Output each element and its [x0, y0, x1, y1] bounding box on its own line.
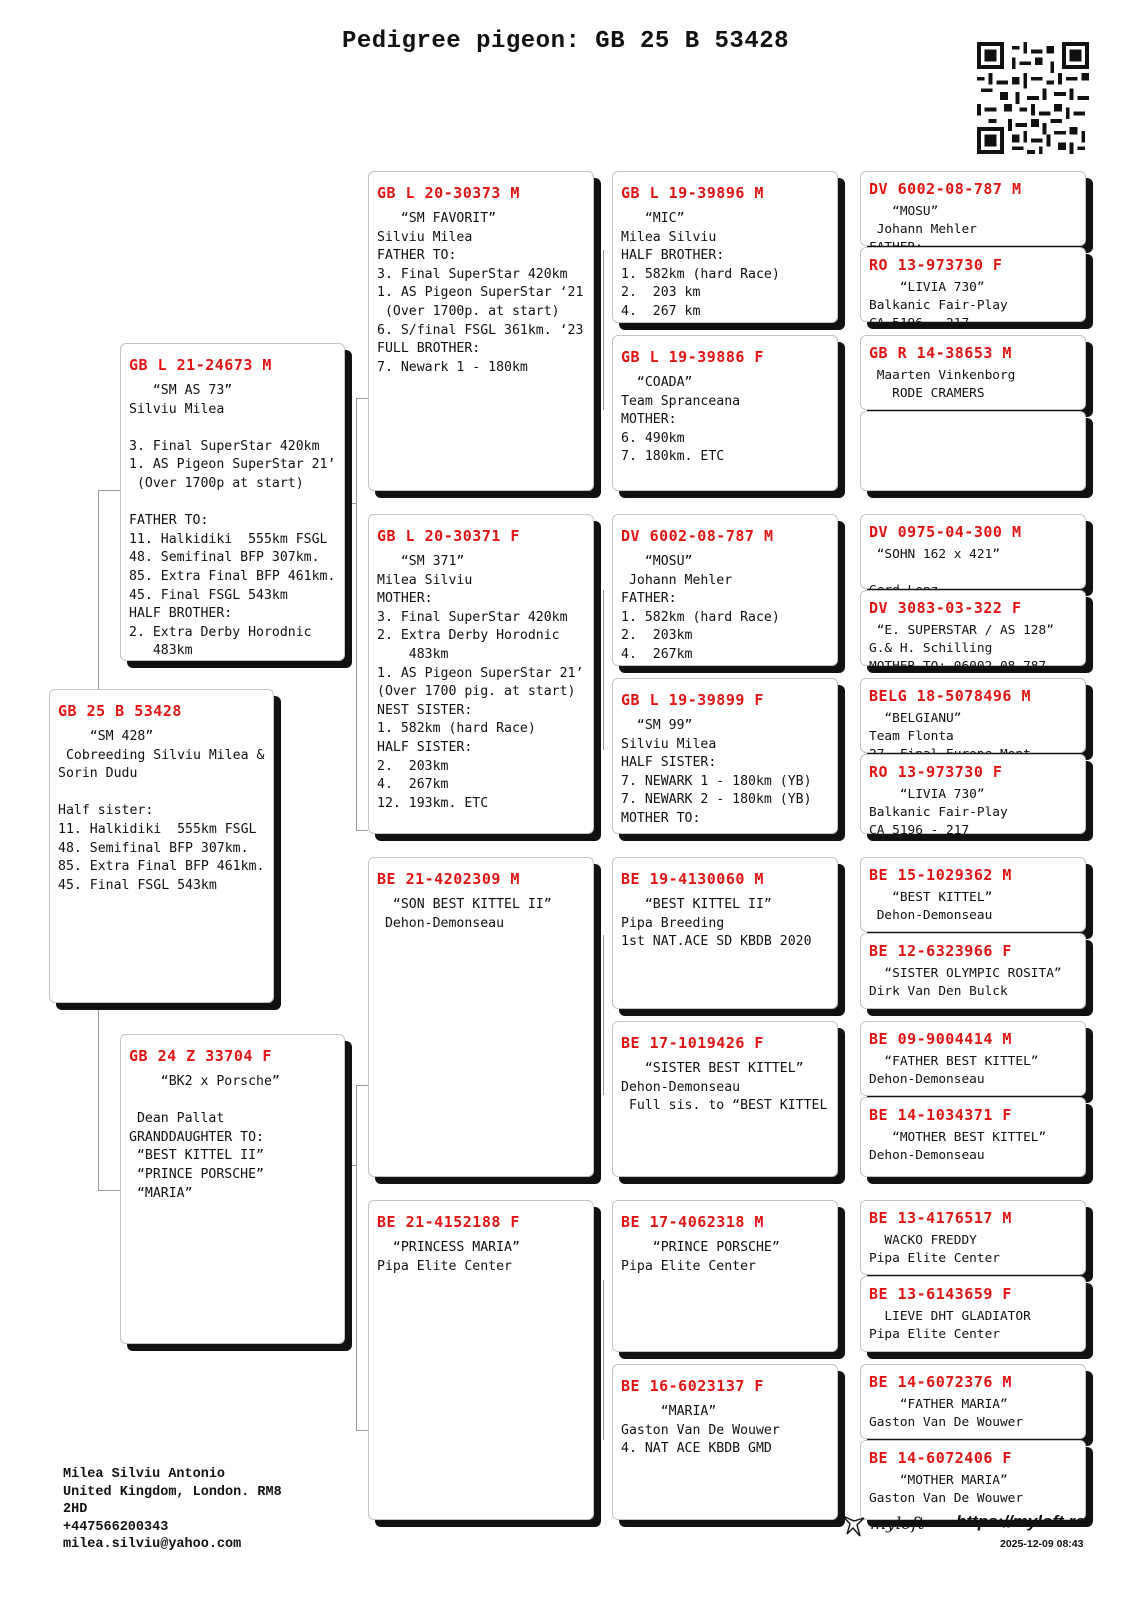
- ring-number: DV 6002-08-787 M: [621, 527, 774, 545]
- pigeon-details: “BK2 x Porsche” Dean Pallat GRANDDAUGHTER TO: “BEST KITTEL II” “PRINCE PORSCHE” “MARIA”: [129, 1074, 280, 1201]
- g5-card-1[interactable]: [860, 171, 1086, 246]
- pigeon-details: “BEST KITTEL II” Pipa Breeding 1st NAT.ACE SD KBDB 2020: [621, 897, 812, 950]
- ring-number: GB 24 Z 33704 F: [129, 1047, 272, 1065]
- ssd-card[interactable]: [612, 335, 838, 491]
- subject-card[interactable]: [49, 689, 274, 1003]
- ring-number: GB L 20-30371 F: [377, 527, 520, 545]
- pigeon-details: LIEVE DHT GLADIATOR Pipa Elite Center: [869, 1309, 1031, 1342]
- ring-number: DV 6002-08-787 M: [869, 180, 1022, 198]
- dss-card[interactable]: [612, 857, 838, 1009]
- connector-line: [603, 250, 604, 410]
- ring-number: GB L 19-39896 M: [621, 184, 764, 202]
- g5-card-4[interactable]: [860, 411, 1086, 491]
- ring-number: GB 25 B 53428: [58, 702, 182, 720]
- connector-line: [356, 1430, 368, 1431]
- pigeon-details: “MOSU” Johann Mehler: [876, 204, 977, 237]
- connector-line: [603, 1280, 604, 1440]
- pigeon-details: Maarten Vinkenborg RODE CRAMERS: [876, 368, 1016, 401]
- connector-line: [344, 1165, 356, 1166]
- ring-number: BE 21-4152188 F: [377, 1213, 520, 1231]
- pigeon-details: “SM 99” Silviu Milea HALF SISTER: 7. NEWARK 1 - 180km (YB) 7. NEWARK 2 - 180km (YB) MOTHER TO:: [621, 718, 812, 826]
- sdd-card[interactable]: [612, 678, 838, 834]
- connector-line: [356, 398, 368, 399]
- pigeon-details: “SON BEST KITTEL II” Dehon-Demonseau: [384, 897, 552, 931]
- g5-card-8[interactable]: [860, 754, 1086, 838]
- pigeon-details: “LIVIA 730” Balkanic Fair-Play CA 5196 - 217: [869, 280, 1008, 331]
- connector-line: [603, 935, 604, 1095]
- brand-name: myloft: [870, 1514, 925, 1534]
- pigeon-details: “LIVIA 730” Balkanic Fair-Play CA 5196 - 217: [869, 787, 1008, 838]
- connector-line: [356, 1085, 357, 1430]
- ring-number: BE 14-6072376 M: [869, 1373, 1012, 1391]
- ring-number: DV 3083-03-322 F: [869, 599, 1022, 617]
- pigeon-details: “SM FAVORIT” Silviu Milea FATHER TO: 3. Final SuperStar 420km 1. AS Pigeon SuperStar ‘21 (Over 1700p. at start) 6. S/final FSGL 361km. ‘23 FULL BROTHER: 7. Newark 1 - 180km: [377, 211, 584, 375]
- ring-number: GB L 21-24673 M: [129, 356, 272, 374]
- ring-number: BE 15-1029362 M: [869, 866, 1012, 884]
- g5-card-11[interactable]: [860, 1021, 1086, 1096]
- ring-number: BE 13-6143659 F: [869, 1285, 1012, 1303]
- pigeon-details: “MOSU” Johann Mehler FATHER: 1. 582km (hard Race) 2. 203km 4. 267km: [621, 554, 780, 662]
- ring-number: BE 17-1019426 F: [621, 1034, 764, 1052]
- dam-sire-card[interactable]: [368, 857, 594, 1177]
- pigeon-details: “MARIA” Gaston Van De Wouwer 4. NAT ACE KBDB GMD: [621, 1404, 780, 1457]
- pigeon-details: “PRINCE PORSCHE” Pipa Elite Center: [621, 1240, 780, 1274]
- ring-number: BE 19-4130060 M: [621, 870, 764, 888]
- connector-line: [98, 1190, 120, 1191]
- qr-code-icon: [977, 42, 1089, 154]
- sire-dam-card[interactable]: [368, 514, 594, 834]
- g5-card-13[interactable]: [860, 1200, 1086, 1275]
- pigeon-details: “MOTHER MARIA” Gaston Van De Wouwer: [869, 1473, 1024, 1506]
- ring-number: BE 12-6323966 F: [869, 942, 1012, 960]
- ring-number: RO 13-973730 F: [869, 763, 1003, 781]
- ring-number: BELG 18-5078496 M: [869, 687, 1032, 705]
- ring-number: BE 14-1034371 F: [869, 1106, 1012, 1124]
- page-title: Pedigree pigeon: GB 25 B 53428: [341, 28, 790, 55]
- ring-number: BE 17-4062318 M: [621, 1213, 764, 1231]
- ring-number: DV 0975-04-300 M: [869, 523, 1022, 541]
- pigeon-details: “PRINCESS MARIA” Pipa Elite Center: [377, 1240, 520, 1274]
- pigeon-details: WACKO FREDDY Pipa Elite Center: [869, 1233, 1000, 1266]
- pigeon-details: “COADA” Team Spranceana MOTHER: 6. 490km 7. 180km. ETC: [621, 375, 741, 465]
- pigeon-details: “MIC” Milea Silviu HALF BROTHER: 1. 582km (hard Race) 2. 203 km 4. 267 km: [621, 211, 780, 319]
- sire-card[interactable]: [120, 343, 345, 661]
- connector-line: [356, 398, 357, 830]
- g5-card-3[interactable]: [860, 335, 1086, 410]
- g5-card-16[interactable]: [860, 1440, 1086, 1520]
- ddd-card[interactable]: [612, 1364, 838, 1520]
- sds-card[interactable]: [612, 514, 838, 666]
- ring-number: GB L 19-39899 F: [621, 691, 764, 709]
- sss-card[interactable]: [612, 171, 838, 323]
- g5-card-2[interactable]: [860, 247, 1086, 331]
- print-date: 2025-12-09 08:43: [1000, 1538, 1084, 1550]
- g5-card-5[interactable]: [860, 514, 1086, 589]
- brand-url[interactable]: https://myloft.ro: [956, 1512, 1086, 1531]
- sire-sire-card[interactable]: [368, 171, 594, 491]
- connector-line: [356, 830, 368, 831]
- pigeon-details: “BEST KITTEL” Dehon-Demonseau: [876, 890, 993, 923]
- brand-block: [840, 1510, 1100, 1570]
- g5-card-12[interactable]: [860, 1097, 1086, 1177]
- pigeon-details: “BELGIANU” Team Flonta: [869, 711, 962, 744]
- ring-number: BE 13-4176517 M: [869, 1209, 1012, 1227]
- pigeon-details: “SISTER OLYMPIC ROSITA” Dirk Van Den Bulck: [869, 966, 1062, 999]
- dsd-card[interactable]: [612, 1021, 838, 1177]
- dam-dam-card[interactable]: [368, 1200, 594, 1520]
- ring-number: BE 14-6072406 F: [869, 1449, 1012, 1467]
- ring-number: BE 21-4202309 M: [377, 870, 520, 888]
- g5-card-9[interactable]: [860, 857, 1086, 932]
- ring-number: RO 13-973730 F: [869, 256, 1003, 274]
- dds-card[interactable]: [612, 1200, 838, 1352]
- pigeon-details: “FATHER MARIA” Gaston Van De Wouwer: [869, 1397, 1024, 1430]
- connector-line: [603, 590, 604, 750]
- ring-number: GB L 19-39886 F: [621, 348, 764, 366]
- connector-line: [344, 503, 356, 504]
- g5-card-7[interactable]: [860, 678, 1086, 753]
- pigeon-details: “SM 428” Cobreeding Silviu Milea & Sorin Dudu Half sister: 11. Halkidiki 555km FSGL 48. Semifinal BFP 307km. 85. Extra Final BFP 461km. 45. Final FSGL 543km: [58, 729, 265, 893]
- ring-number: GB L 20-30373 M: [377, 184, 520, 202]
- pigeon-details: “SM 371” Milea Silviu MOTHER: 3. Final SuperStar 420km 2. Extra Derby Horodnic 483km 1. AS Pigeon SuperStar 21’ (Over 1700 pig. at start) NEST SISTER: 1. 582km (hard Race) HALF SISTER: 2. 203km 4. 267km 12. 193km. ETC: [377, 554, 584, 811]
- connector-line: [356, 1085, 368, 1086]
- ring-number: BE 09-9004414 M: [869, 1030, 1012, 1048]
- g5-card-6[interactable]: [860, 590, 1086, 674]
- g5-card-10[interactable]: [860, 933, 1086, 1009]
- pigeon-details: “SOHN 162 x 421”: [876, 547, 1000, 562]
- ring-number: GB R 14-38653 M: [869, 344, 1012, 362]
- pigeon-logo-icon: [840, 1510, 866, 1540]
- pigeon-details: “E. SUPERSTAR / AS 128” G.& H. Schilling MOTHER TO: 06002-08-787: [869, 623, 1054, 674]
- dam-card[interactable]: [120, 1034, 345, 1344]
- pigeon-details: “SM AS 73” Silviu Milea 3. Final SuperStar 420km 1. AS Pigeon SuperStar 21’ (Over 1700p at start) FATHER TO: 11. Halkidiki 555km FSGL 48. Semifinal BFP 307km. 85. Extra Final BFP 461km. 45. Final FSGL 543km HALF BROTHER: 2. Extra Derby Horodnic 483km: [129, 383, 336, 659]
- owner-contact: Milea Silviu Antonio United Kingdom, London. RM8 2HD +447566200343 milea.silviu@yahoo.com: [63, 1467, 282, 1552]
- pigeon-details: “SISTER BEST KITTEL” Dehon-Demonseau Full sis. to “BEST KITTEL: [621, 1061, 828, 1114]
- g5-card-15[interactable]: [860, 1364, 1086, 1439]
- ring-number: BE 16-6023137 F: [621, 1377, 764, 1395]
- g5-card-14[interactable]: [860, 1276, 1086, 1352]
- pigeon-details: “FATHER BEST KITTEL” Dehon-Demonseau: [869, 1054, 1039, 1087]
- connector-line: [98, 490, 120, 491]
- pigeon-details: “MOTHER BEST KITTEL” Dehon-Demonseau: [869, 1130, 1047, 1163]
